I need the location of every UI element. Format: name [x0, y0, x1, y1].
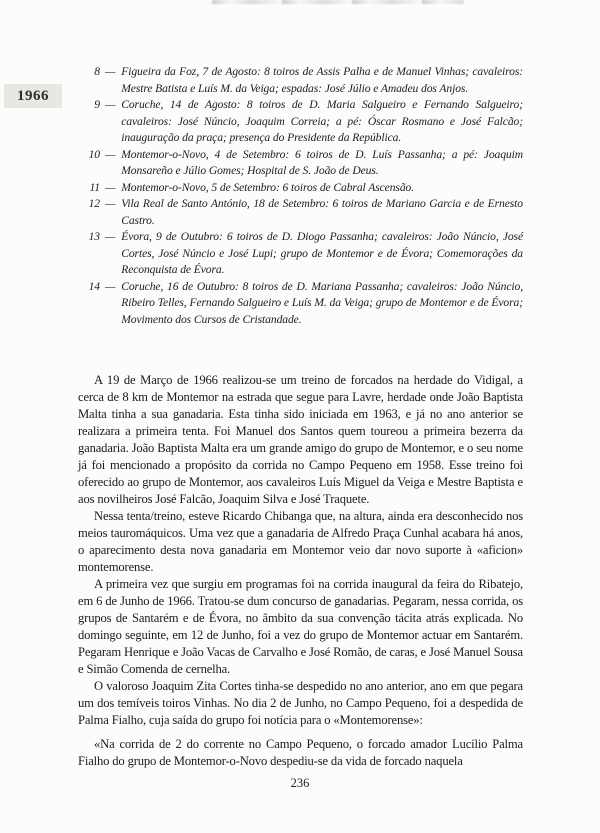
list-item [78, 279, 523, 329]
list-item-text: Montemor-o-Novo, 4 de Setembro: 6 toiros de D. Luís Passanha; a pé: Joaquim Monsareño e Júlio Gomes; Hospital de S. João de Deus. [121, 147, 523, 177]
list-item-dash: — [105, 279, 116, 293]
list-item-text: Figueira da Foz, 7 de Agosto: 8 toiros de Assis Palha e de Manuel Vinhas; cavaleiros: Mestre Batista e Luís M. da Veiga; espadas: José Júlio e Amadeu dos Anjos. [121, 65, 523, 95]
list-item [78, 64, 523, 97]
list-item-number: 10 [88, 147, 100, 161]
paragraph: A primeira vez que surgiu em programas foi na corrida inaugural da feira do Ribatejo, em 6 de Junho de 1966. Tratou-se dum concurso de ganadarias. Pegaram, nessa corrida, os grupos de Santarém e de Évora, no âmbito da sua convenção tácita atrás explicada. No domingo seguinte, em 12 de Junho, foi a vez do grupo de Montemor actuar em Santarém. Pegaram Henrique e João Vacas de Carvalho e José Romão, de caras, e José Manuel Sousa e Simão Comenda de cernelha. [78, 577, 523, 676]
event-list [78, 64, 523, 328]
list-item-dash: — [105, 65, 116, 78]
paragraph: Nessa tenta/treino, esteve Ricardo Chibanga que, na altura, ainda era desconhecido nos meios tauromáquicos. Uma vez que a ganadaria de Alfredo Praça Cunhal acabara há anos, o aparecimento desta nova ganadaria em Montemor veio dar novo suporte à «aficion» montemorense. [78, 509, 523, 574]
list-item-number: 11 [89, 180, 100, 194]
list-item-dash: — [105, 230, 116, 243]
list-item-number: 9 [94, 98, 100, 111]
text-column [78, 64, 523, 770]
list-item-dash: — [105, 98, 116, 111]
paragraph: A 19 de Março de 1966 realizou-se um treino de forcados na herdade do Vidigal, a cerca de 8 km de Montemor na estrada que segue para Lavre, herdade onde João Baptista Malta tinha a sua ganadaria. Esta tinha sido iniciada em 1963, e já no ano anterior se realizara a primeira tenta. Foi Manuel dos Santos quem toureou a primeira bezerra da ganadaria. João Baptista Malta era um grande amigo do grupo de Montemor, e o seu nome já foi mencionado a propósito da corrida no Campo Pequeno em 1958. Esse treino foi oferecido ao grupo de Montemor, aos cavaleiros Luís Miguel da Veiga e Mestre Baptista e aos novilheiros José Falcão, Joaquim Silva e José Traquete. [78, 373, 523, 506]
list-item-text: Montemor-o-Novo, 5 de Setembro: 6 toiros de Cabral Ascensão. [121, 180, 415, 194]
list-item [78, 147, 523, 180]
list-item-dash: — [105, 147, 116, 161]
list-item-number: 13 [88, 230, 100, 243]
list-item-text: Coruche, 14 de Agosto: 8 toiros de D. Maria Salgueiro e Fernando Salgueiro; cavaleiros: José Núncio, Joaquim Correia; a pé: Óscar Rosmano e José Falcão; inauguração da praça; presença do Presidente da República. [121, 98, 523, 144]
list-item-text: Vila Real de Santo António, 18 de Setembro: 6 toiros de Mariano Garcia e de Ernesto Castro. [121, 197, 523, 227]
list-item [78, 229, 523, 279]
list-item-number: 14 [88, 279, 100, 293]
page-number: 236 [290, 776, 310, 790]
list-item-dash: — [105, 180, 116, 194]
year-margin-label: 1966 [4, 84, 62, 108]
list-item-text: Coruche, 16 de Outubro: 8 toiros de D. Mariana Passanha; cavaleiros: João Núncio, Ribeiro Telles, Fernando Salgueiro e Luís M. da Veiga; grupo de Montemor e de Évora; Movimento dos Cursos de Cristandade. [121, 279, 523, 326]
quote-paragraph: «Na corrida de 2 do corrente no Campo Pequeno, o forcado amador Lucílio Palma Fialho do grupo de Montemor-o-Novo despediu-se da vida de forcado naquela [78, 737, 523, 768]
list-item-dash: — [105, 197, 116, 210]
scan-artifact [212, 0, 464, 4]
list-item [78, 97, 523, 147]
list-item-number: 12 [88, 197, 100, 210]
list-item-text: Évora, 9 de Outubro: 6 toiros de D. Diogo Passanha; cavaleiros: João Núncio, José Cortes, José Núncio e José Lupi; grupo de Montemor e de Évora; Comemorações da Reconquista de Évora. [121, 230, 523, 276]
list-item [78, 180, 523, 197]
paragraph: O valoroso Joaquim Zita Cortes tinha-se despedido no ano anterior, ano em que pegara um dos temíveis toiros Vinhas. No dia 2 de Junho, no Campo Pequeno, foi a despedida de Palma Fialho, cuja saída do grupo foi notícia para o «Montemorense»: [78, 679, 523, 727]
list-item-number: 8 [94, 65, 100, 78]
list-item [78, 196, 523, 229]
body-text [78, 372, 523, 770]
